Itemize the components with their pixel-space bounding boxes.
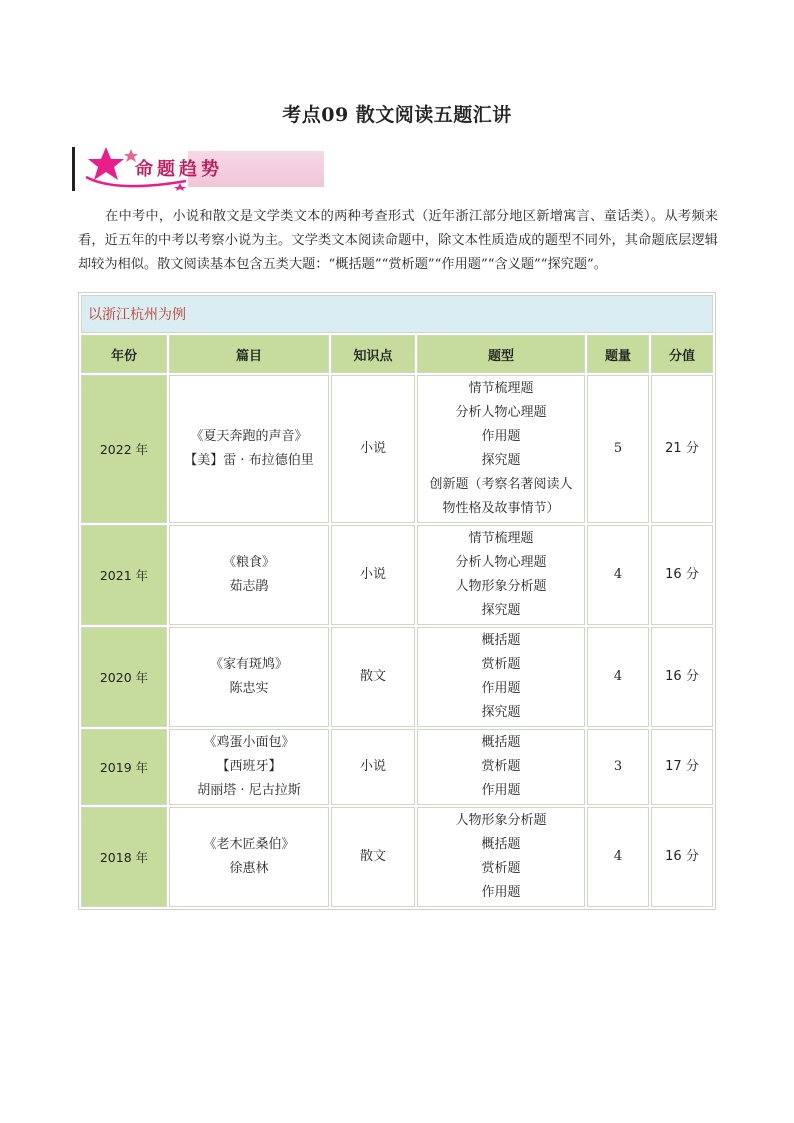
- score-cell: 21 分: [651, 375, 713, 523]
- exam-table: [78, 292, 716, 910]
- topic-cell: 小说: [331, 525, 415, 625]
- header-year: 年份: [81, 335, 167, 373]
- header-topic: 知识点: [331, 335, 415, 373]
- count-cell: 3: [587, 729, 649, 805]
- type-line: 概括题: [481, 735, 521, 750]
- type-line: 分析人物心理题: [455, 555, 547, 570]
- types-cell: [417, 375, 585, 523]
- type-line: 赏析题: [481, 657, 521, 672]
- type-line: 作用题: [481, 783, 521, 798]
- type-line: 作用题: [481, 429, 521, 444]
- type-line: 人物形象分析题: [455, 813, 547, 828]
- year-cell: 2019 年: [81, 729, 167, 805]
- title-cell: [169, 525, 329, 625]
- title-line: 《老木匠桑伯》: [203, 837, 295, 852]
- intro-paragraph: 在中考中，小说和散文是文学类文本的两种考查形式（近年浙江部分地区新增寓言、童话类）。从考频来看，近五年的中考以考察小说为主。文学类文本阅读命题中，除文本性质造成的题型不同外，其命题底层逻辑却较为相似。散文阅读基本包含五类大题：“概括题”“赏析题”“作用题”“含义题”“探究题”。: [78, 209, 718, 272]
- types-cell: [417, 627, 585, 727]
- title-line: 陈忠实: [229, 681, 269, 696]
- types-cell: [417, 525, 585, 625]
- type-line: 物性格及故事情节）: [442, 501, 560, 516]
- title-line: 茹志鹃: [229, 579, 269, 594]
- type-line: 探究题: [481, 603, 521, 618]
- table-row: [81, 525, 713, 625]
- table-header-row: [81, 335, 713, 373]
- topic-cell: 小说: [331, 729, 415, 805]
- score-cell: 16 分: [651, 627, 713, 727]
- header-score: 分值: [651, 335, 713, 373]
- title-line: 《粮食》: [222, 555, 275, 570]
- title-cell: [169, 627, 329, 727]
- title-line: 胡丽塔 · 尼古拉斯: [197, 783, 301, 798]
- year-cell: 2022 年: [81, 375, 167, 523]
- table-row: [81, 807, 713, 907]
- topic-cell: 散文: [331, 807, 415, 907]
- type-line: 情节梳理题: [468, 531, 534, 546]
- title-cell: [169, 807, 329, 907]
- type-line: 赏析题: [481, 759, 521, 774]
- type-line: 探究题: [481, 705, 521, 720]
- title-line: 《家有斑鸠》: [209, 657, 288, 672]
- score-cell: 16 分: [651, 525, 713, 625]
- score-cell: 17 分: [651, 729, 713, 805]
- type-line: 作用题: [481, 681, 521, 696]
- title-line: 徐惠林: [229, 861, 269, 876]
- title-line: 【西班牙】: [216, 759, 282, 774]
- header-title: 篇目: [169, 335, 329, 373]
- table-row: [81, 729, 713, 805]
- title-line: 《鸡蛋小面包》: [203, 735, 295, 750]
- page-title: 考点09 散文阅读五题汇讲: [282, 104, 512, 126]
- type-line: 概括题: [481, 633, 521, 648]
- table-row: [81, 375, 713, 523]
- type-line: 人物形象分析题: [455, 579, 547, 594]
- title-line: 【美】雷 · 布拉德伯里: [184, 453, 314, 468]
- score-cell: 16 分: [651, 807, 713, 907]
- header-types: 题型: [417, 335, 585, 373]
- year-cell: 2021 年: [81, 525, 167, 625]
- type-line: 作用题: [481, 885, 521, 900]
- title-cell: [169, 729, 329, 805]
- type-line: 情节梳理题: [468, 381, 534, 396]
- table-row: [81, 627, 713, 727]
- count-cell: 4: [587, 807, 649, 907]
- count-cell: 5: [587, 375, 649, 523]
- title-line: 《夏天奔跑的声音》: [190, 429, 308, 444]
- header-count: 题量: [587, 335, 649, 373]
- count-cell: 4: [587, 627, 649, 727]
- table-caption: 以浙江杭州为例: [81, 295, 713, 333]
- type-line: 探究题: [481, 453, 521, 468]
- type-line: 概括题: [481, 837, 521, 852]
- types-cell: [417, 807, 585, 907]
- count-cell: 4: [587, 525, 649, 625]
- type-line: 创新题（考察名著阅读人: [429, 477, 573, 492]
- section-title: 命题趋势: [135, 159, 223, 180]
- banner-divider: [72, 147, 75, 191]
- title-cell: [169, 375, 329, 523]
- year-cell: 2018 年: [81, 807, 167, 907]
- topic-cell: 散文: [331, 627, 415, 727]
- type-line: 赏析题: [481, 861, 521, 876]
- topic-cell: 小说: [331, 375, 415, 523]
- year-cell: 2020 年: [81, 627, 167, 727]
- types-cell: [417, 729, 585, 805]
- type-line: 分析人物心理题: [455, 405, 547, 420]
